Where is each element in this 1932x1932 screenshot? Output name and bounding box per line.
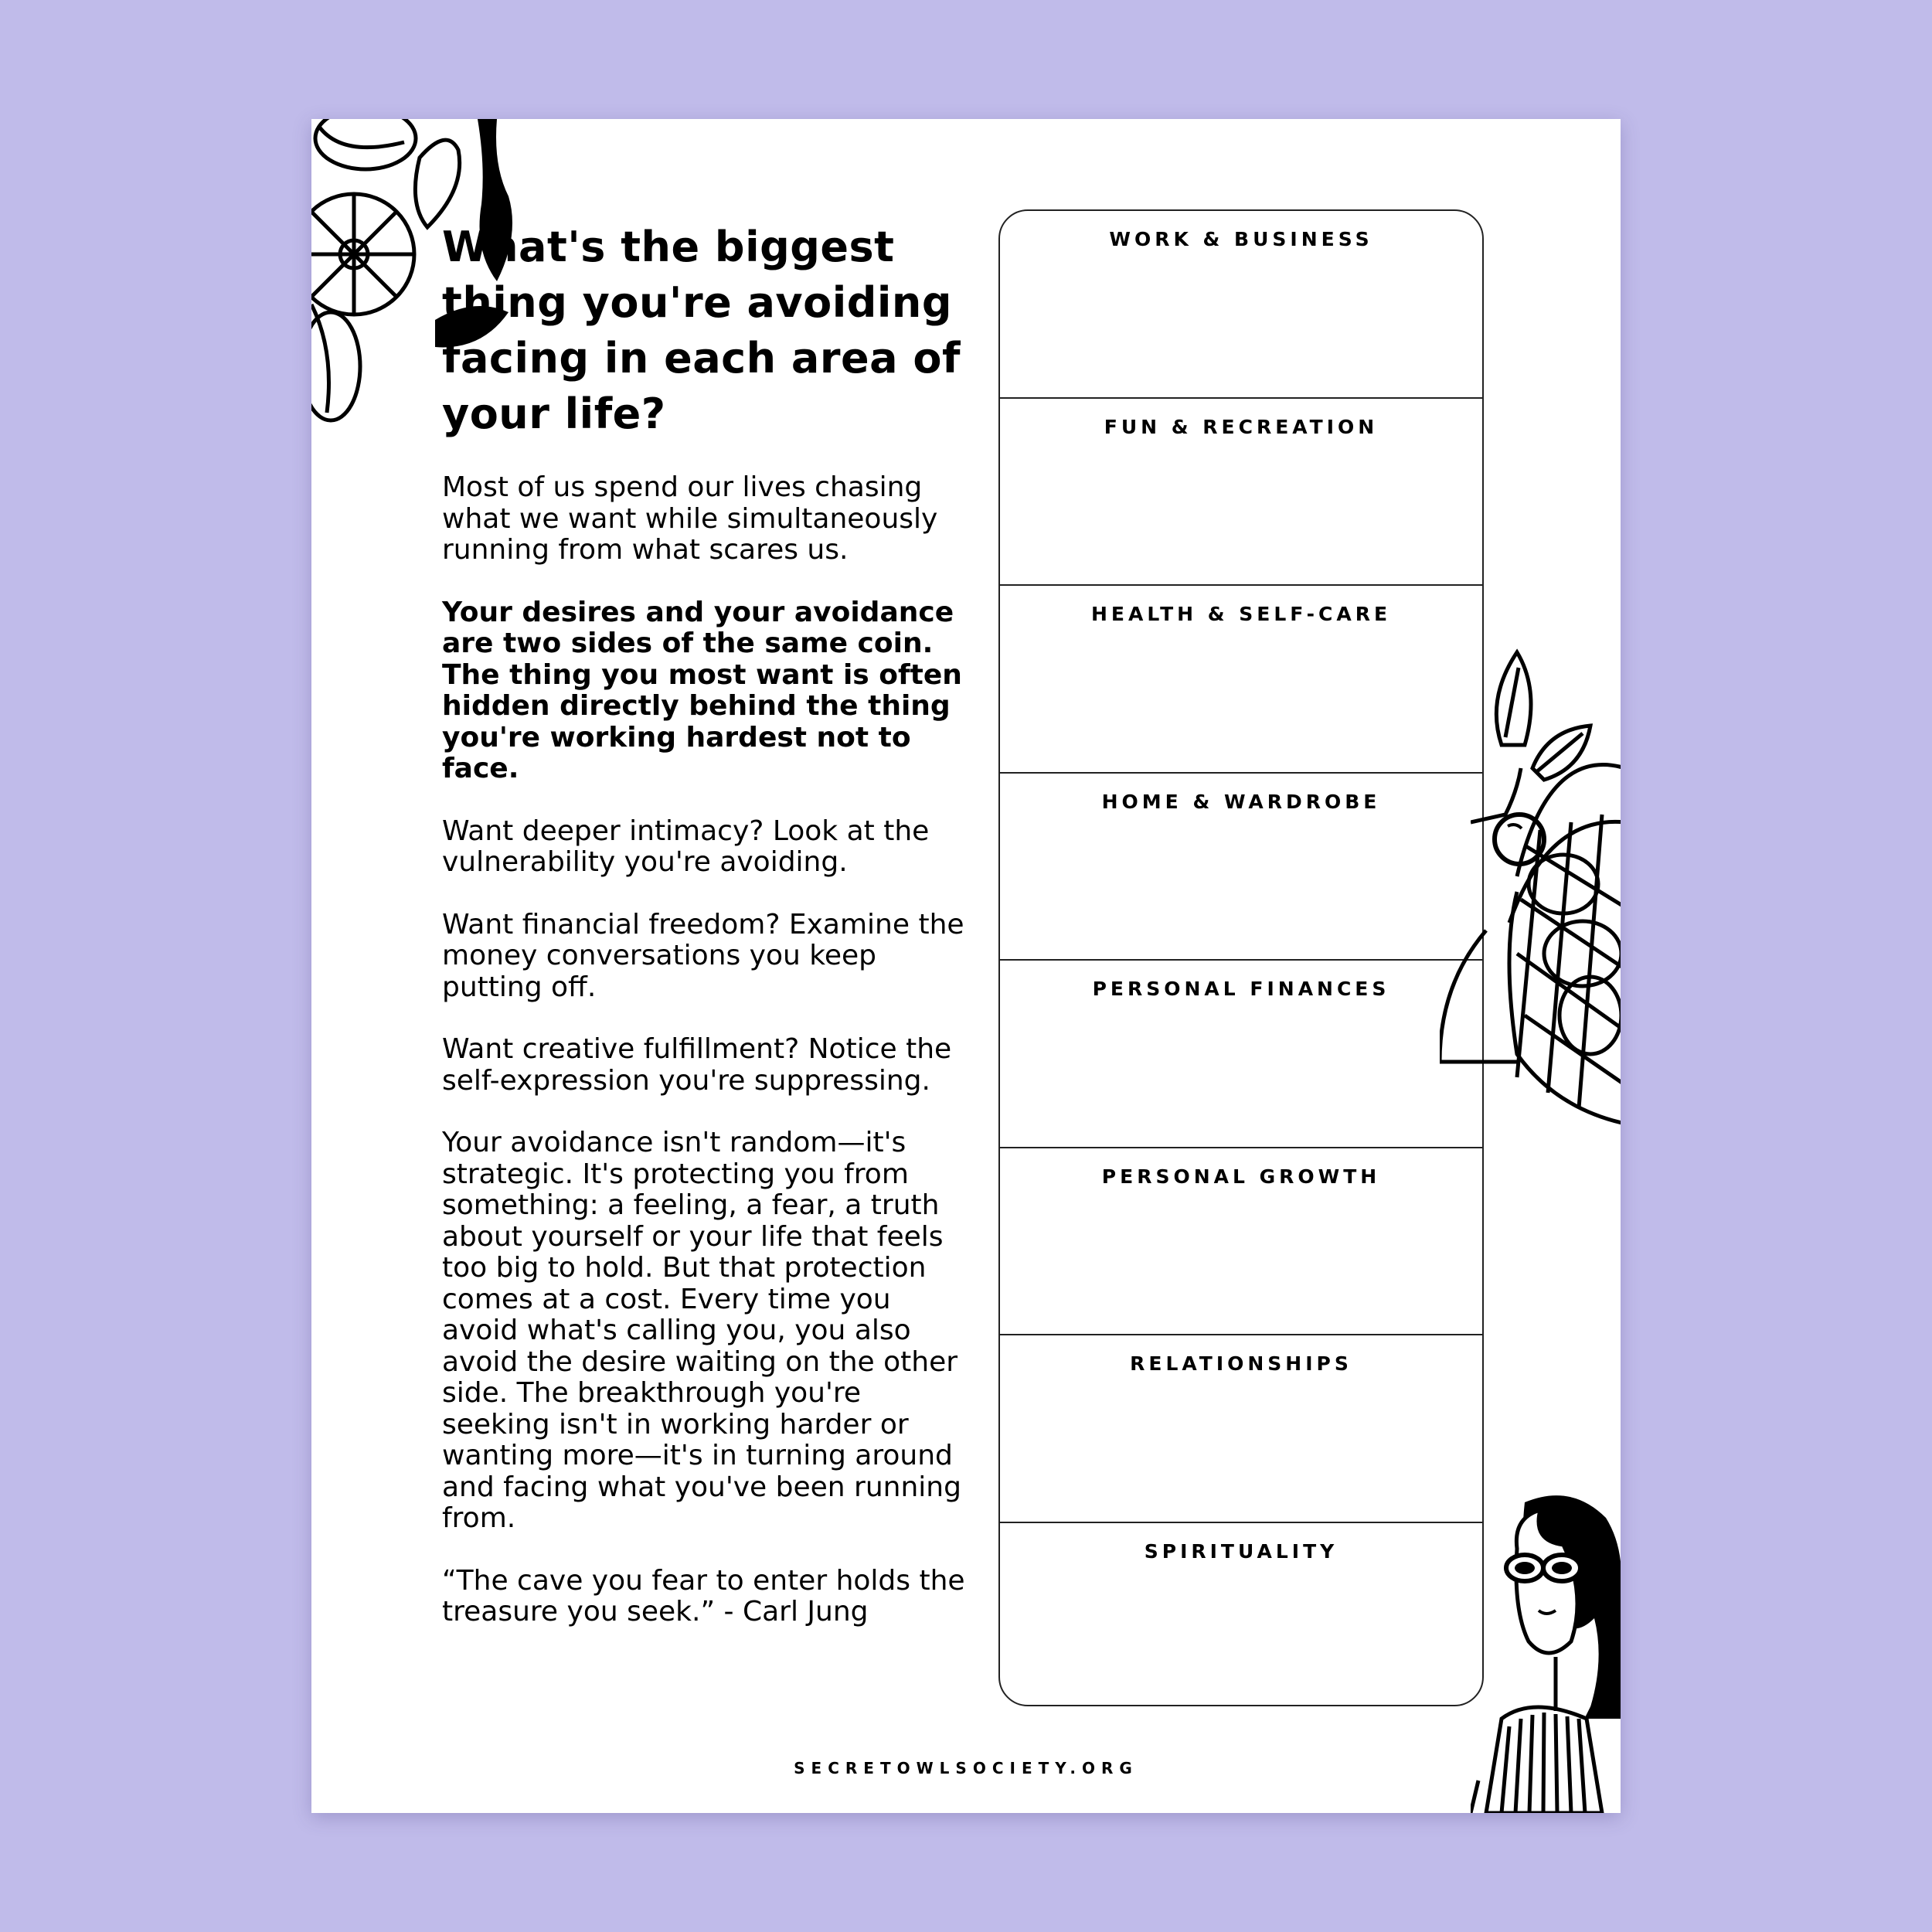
area-label: HOME & WARDROBE xyxy=(1101,790,1381,813)
area-label: FUN & RECREATION xyxy=(1104,415,1379,438)
page-title: What's the biggest thing you're avoiding facing in each area of your life? xyxy=(442,223,961,438)
quote-paragraph: “The cave you fear to enter holds the treasure you seek.” - Carl Jung xyxy=(442,1564,965,1628)
mesh-bag-illustration xyxy=(1440,722,1621,1139)
area-box-fun-recreation[interactable] xyxy=(1000,399,1482,587)
body-text xyxy=(442,472,968,1659)
area-label: PERSONAL FINANCES xyxy=(1092,978,1390,1000)
area-label: RELATIONSHIPS xyxy=(1130,1352,1352,1375)
creative-paragraph: Want creative fulfillment? Notice the self-expression you're suppressing. xyxy=(442,1033,952,1097)
area-box-spirituality[interactable] xyxy=(1000,1523,1482,1707)
key-insight-paragraph: Your desires and your avoidance are two sides of the same coin. The thing you most want is often hidden directly behind the thing you're working hardest not to face. xyxy=(442,596,962,784)
intro-paragraph: Most of us spend our lives chasing what we want while simultaneously running from what scares us. xyxy=(442,471,938,566)
area-box-work-business[interactable] xyxy=(1000,211,1482,399)
area-box-personal-growth[interactable] xyxy=(1000,1148,1482,1336)
area-label: SPIRITUALITY xyxy=(1144,1539,1338,1563)
worksheet-page xyxy=(311,119,1621,1813)
avoidance-paragraph: Your avoidance isn't random—it's strategic. It's protecting you from something: a feeling, a fear, a truth about yourself or your life that feels too big to hold. But that protection comes at a cost. Every time you avoid what's calling you, you also avoid the desire waiting on the other side. The breakthrough you're seeking isn't in working harder or wanting more—it's in turning around and facing what you've been running from. xyxy=(442,1127,961,1534)
financial-paragraph: Want financial freedom? Examine the money conversations you keep putting off. xyxy=(442,908,964,1003)
area-box-personal-finances[interactable] xyxy=(1000,961,1482,1148)
area-box-relationships[interactable] xyxy=(1000,1335,1482,1523)
footer-website: SECRETOWLSOCIETY.ORG xyxy=(794,1759,1138,1777)
area-label: HEALTH & SELF-CARE xyxy=(1090,603,1392,625)
life-areas-grid xyxy=(998,209,1484,1706)
area-label: WORK & BUSINESS xyxy=(1109,228,1373,250)
intimacy-paragraph: Want deeper intimacy? Look at the vulnerability you're avoiding. xyxy=(442,815,930,878)
area-label: PERSONAL GROWTH xyxy=(1101,1165,1381,1188)
area-box-health-self-care[interactable] xyxy=(1000,586,1482,774)
area-box-home-wardrobe[interactable] xyxy=(1000,774,1482,961)
